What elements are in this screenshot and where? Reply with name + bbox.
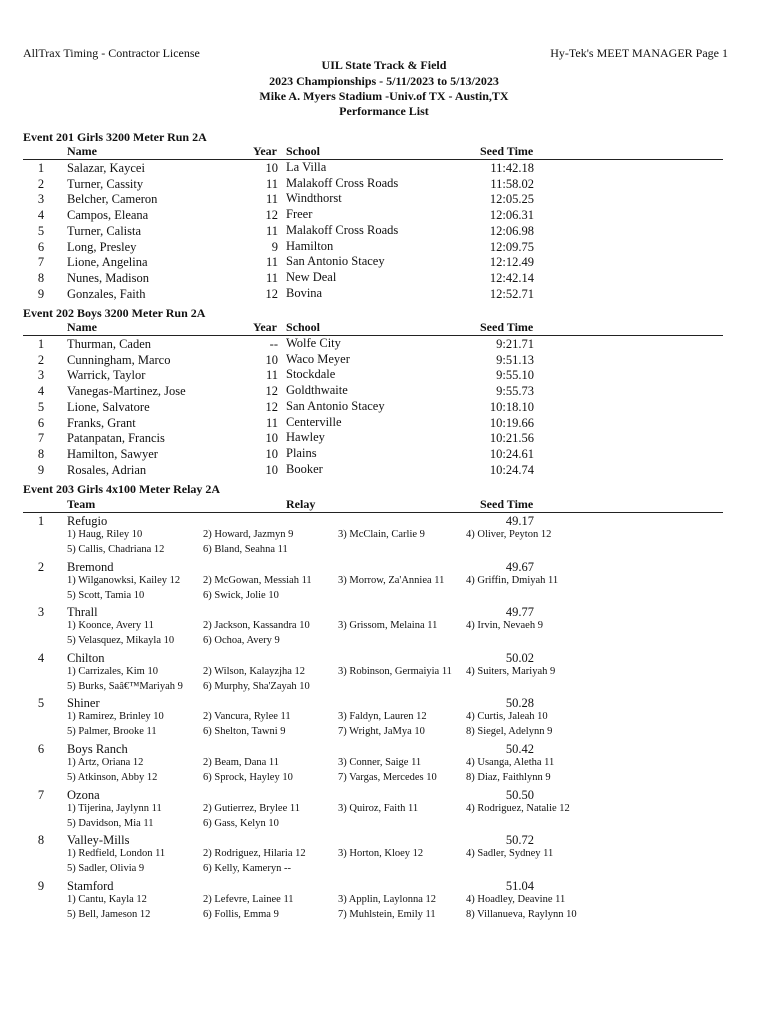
athlete-name: Salazar, Kaycei [67,161,145,175]
athlete-school: Wolfe City [286,336,341,350]
place-number: 5 [37,399,45,414]
col-header-seed: Seed Time [480,320,534,334]
seed-time: 50.50 [505,787,534,802]
athlete-name: Patanpatan, Francis [67,431,165,446]
athlete-name: Warrick, Taylor [67,368,146,383]
athlete-name: Campos, Eleana [67,208,149,223]
athlete-name: Lione, Angelina [67,255,148,270]
athlete-name: Long, Presley [67,239,137,254]
list-title: Performance List [339,104,429,118]
relay-runner: 4) Usanga, Aletha 11 [466,757,555,768]
place-number: 5 [37,696,45,711]
place-number: 3 [37,368,45,383]
relay-runner: 5) Sadler, Olivia 9 [67,863,145,875]
athlete-name: Gonzales, Faith [67,286,146,301]
athlete-name: Turner, Calista [67,223,142,238]
relay-runner: 3) Faldyn, Lauren 12 [338,711,427,723]
relay-runner: 7) Wright, JaMya 10 [338,726,425,738]
athlete-year: 11 [265,368,278,383]
relay-runner: 2) Vancura, Rylee 11 [203,711,291,723]
athlete-name: Thurman, Caden [67,337,152,351]
athlete-school: Booker [286,461,323,476]
place-number: 1 [37,514,45,528]
event-title: Event 201 Girls 3200 Meter Run 2A [23,130,207,144]
col-header-name: Name [67,144,97,158]
athlete-school: Goldthwaite [286,383,348,398]
relay-runner: 3) Quiroz, Faith 11 [338,802,419,814]
athlete-year: 12 [265,384,278,399]
relay-runner: 2) Rodriguez, Hilaria 12 [203,848,306,860]
relay-runner: 4) Griffin, Dmiyah 11 [466,574,559,586]
team-name: Refugio [67,514,108,528]
meet-dates: 2023 Championships - 5/11/2023 to 5/13/2023 [269,74,499,88]
relay-runner: 8) Siegel, Adelynn 9 [466,726,553,738]
relay-runner: 7) Vargas, Mercedes 10 [338,772,437,783]
relay-runner: 1) Ramirez, Brinley 10 [67,711,164,723]
relay-runner: 6) Bland, Seahna 11 [203,544,288,555]
seed-time: 9:55.73 [496,384,534,399]
athlete-school: Centerville [286,414,342,429]
relay-runner: 3) Morrow, Za'Anniea 11 [338,574,445,586]
athlete-school: Bovina [286,285,323,300]
col-header-seed: Seed Time [480,497,534,511]
athlete-school: San Antonio Stacey [286,254,385,269]
seed-time: 10:19.66 [489,415,534,430]
relay-runner: 2) Jackson, Kassandra 10 [203,620,310,632]
relay-runner: 5) Atkinson, Abby 12 [67,772,158,783]
relay-runner: 5) Palmer, Brooke 11 [67,726,157,738]
athlete-school: Hamilton [286,238,334,253]
place-number: 2 [37,176,45,191]
relay-runner: 2) Wilson, Kalayzjha 12 [203,665,306,677]
event-title: Event 202 Boys 3200 Meter Run 2A [23,306,206,320]
athlete-school: Plains [286,445,317,460]
seed-time: 11:42.18 [490,161,534,175]
relay-runner: 4) Curtis, Jaleah 10 [466,711,548,723]
place-number: 8 [37,833,45,848]
relay-runner: 8) Villanueva, Raylynn 10 [466,908,577,920]
seed-time: 12:06.98 [489,223,534,238]
seed-time: 49.17 [505,514,534,528]
relay-runner: 2) McGowan, Messiah 11 [203,574,312,586]
col-header-relay: Relay [286,497,316,511]
athlete-name: Lione, Salvatore [67,399,150,414]
seed-time: 11:58.02 [490,176,534,191]
place-number: 1 [37,337,45,351]
relay-runner: 6) Ochoa, Avery 9 [203,635,280,647]
athlete-name: Franks, Grant [67,415,136,430]
relay-runner: 2) Gutierrez, Brylee 11 [203,802,300,814]
seed-time: 12:06.31 [489,208,534,223]
col-header-year: Year [253,320,277,334]
seed-time: 12:12.49 [489,255,534,270]
place-number: 8 [37,270,45,285]
relay-runner: 6) Gass, Kelyn 10 [203,817,279,829]
team-name: Valley-Mills [67,833,130,848]
athlete-year: 10 [265,462,278,477]
relay-runner: 1) Tijerina, Jaylynn 11 [67,802,162,814]
athlete-school: San Antonio Stacey [286,398,385,413]
athlete-name: Turner, Cassity [67,176,144,191]
seed-time: 51.04 [505,878,534,893]
athlete-year: 12 [265,286,278,301]
athlete-school: New Deal [286,269,337,284]
relay-runner: 6) Shelton, Tawni 9 [203,726,286,738]
relay-runner: 6) Kelly, Kameryn -- [203,863,291,875]
team-name: Thrall [67,605,98,620]
relay-runner: 2) Howard, Jazmyn 9 [203,529,294,540]
athlete-school: Hawley [286,430,325,445]
place-number: 2 [37,352,45,367]
place-number: 3 [37,192,45,207]
place-number: 3 [37,605,45,620]
athlete-year: 11 [265,415,278,430]
seed-time: 12:09.75 [489,239,534,254]
relay-runner: 1) Haug, Riley 10 [67,529,143,540]
athlete-year: 9 [271,239,278,254]
place-number: 5 [37,223,45,238]
place-number: 6 [37,415,45,430]
athlete-school: La Villa [286,160,327,174]
col-header-team: Team [67,497,96,511]
athlete-school: Freer [286,207,313,222]
seed-time: 50.02 [505,650,534,665]
seed-time: 50.28 [505,696,534,711]
place-number: 4 [37,208,45,223]
athlete-school: Windthorst [286,191,342,206]
place-number: 1 [37,161,45,175]
relay-runner: 5) Scott, Tamia 10 [67,589,145,601]
col-header-school: School [286,320,321,334]
athlete-school: Waco Meyer [286,351,350,366]
athlete-year: 10 [265,431,278,446]
relay-runner: 1) Cantu, Kayla 12 [67,893,147,905]
athlete-year: 12 [265,208,278,223]
relay-runner: 3) McClain, Carlie 9 [338,529,425,540]
place-number: 4 [37,384,45,399]
meet-venue: Mike A. Myers Stadium -Univ.of TX - Austin,TX [259,89,509,103]
relay-runner: 6) Follis, Emma 9 [203,908,279,920]
relay-runner: 2) Lefevre, Lainee 11 [203,893,294,905]
place-number: 7 [37,431,45,446]
athlete-year: -- [269,337,278,351]
relay-runner: 4) Hoadley, Deavine 11 [466,893,566,905]
athlete-year: 11 [265,192,278,207]
relay-runner: 3) Horton, Kloey 12 [338,848,424,860]
team-name: Shiner [67,696,100,711]
relay-runner: 1) Redfield, London 11 [67,848,166,860]
header-rule [23,159,723,160]
place-number: 2 [37,559,45,574]
place-number: 7 [37,255,45,270]
relay-runner: 5) Burks, Saâ€™Mariyah 9 [67,680,183,692]
col-header-school: School [286,144,321,158]
relay-runner: 7) Muhlstein, Emily 11 [338,908,436,920]
relay-runner: 6) Sprock, Hayley 10 [203,772,293,783]
athlete-name: Rosales, Adrian [67,462,147,477]
athlete-year: 11 [265,223,278,238]
seed-time: 9:55.10 [496,368,534,383]
athlete-year: 11 [265,270,278,285]
place-number: 9 [37,878,45,893]
team-name: Ozona [67,787,100,802]
place-number: 6 [37,742,45,756]
seed-time: 10:18.10 [489,399,534,414]
relay-runner: 4) Irvin, Nevaeh 9 [466,620,543,632]
event-title: Event 203 Girls 4x100 Meter Relay 2A [23,482,221,496]
seed-time: 50.42 [505,742,534,756]
seed-time: 10:24.61 [489,446,534,461]
relay-runner: 6) Swick, Jolie 10 [203,589,279,601]
relay-runner: 1) Koonce, Avery 11 [67,620,154,632]
place-number: 9 [37,286,45,301]
relay-runner: 5) Velasquez, Mikayla 10 [67,635,175,647]
header-left: AllTrax Timing - Contractor License [23,46,200,60]
col-header-name: Name [67,320,97,334]
relay-runner: 4) Rodriguez, Natalie 12 [466,802,570,814]
athlete-year: 10 [265,352,278,367]
relay-runner: 2) Beam, Dana 11 [203,757,280,768]
team-name: Boys Ranch [67,742,128,756]
relay-runner: 1) Wilganowksi, Kailey 12 [67,574,181,586]
athlete-name: Hamilton, Sawyer [67,446,158,461]
athlete-school: Stockdale [286,367,336,382]
athlete-name: Cunningham, Marco [67,352,171,367]
athlete-year: 12 [265,399,278,414]
place-number: 9 [37,462,45,477]
place-number: 8 [37,446,45,461]
relay-runner: 6) Murphy, Sha'Zayah 10 [203,680,310,692]
relay-runner: 5) Callis, Chadriana 12 [67,544,165,555]
header-rule [23,335,723,336]
seed-time: 10:24.74 [489,462,534,477]
place-number: 6 [37,239,45,254]
relay-runner: 5) Bell, Jameson 12 [67,908,151,920]
meet-title: UIL State Track & Field [321,58,447,72]
seed-time: 9:21.71 [496,337,534,351]
header-rule [23,512,723,513]
athlete-year: 10 [265,161,278,175]
relay-runner: 1) Artz, Oriana 12 [67,757,144,768]
athlete-name: Belcher, Cameron [67,192,158,207]
athlete-school: Malakoff Cross Roads [286,222,399,237]
athlete-year: 11 [265,176,278,191]
col-header-seed: Seed Time [480,144,534,158]
place-number: 4 [37,650,45,665]
seed-time: 12:42.14 [489,270,534,285]
team-name: Stamford [67,878,114,893]
athlete-year: 10 [265,446,278,461]
relay-runner: 3) Robinson, Germaiyia 11 [338,665,452,677]
athlete-name: Nunes, Madison [67,270,149,285]
place-number: 7 [37,787,45,802]
team-name: Bremond [67,559,114,574]
relay-runner: 4) Oliver, Peyton 12 [466,529,552,540]
seed-time: 12:52.71 [489,286,534,301]
seed-time: 9:51.13 [496,352,534,367]
seed-time: 50.72 [505,833,534,848]
relay-runner: 3) Conner, Saige 11 [338,757,422,768]
header-right: Hy-Tek's MEET MANAGER Page 1 [550,46,728,60]
col-header-year: Year [253,144,277,158]
relay-runner: 1) Carrizales, Kim 10 [67,665,158,677]
seed-time: 12:05.25 [489,192,534,207]
relay-runner: 3) Applin, Laylonna 12 [338,893,436,905]
relay-runner: 4) Sadler, Sydney 11 [466,848,554,860]
seed-time: 49.67 [505,559,534,574]
seed-time: 10:21.56 [489,431,534,446]
athlete-name: Vanegas-Martinez, Jose [67,384,186,399]
relay-runner: 5) Davidson, Mia 11 [67,817,154,829]
athlete-school: Malakoff Cross Roads [286,175,399,190]
relay-runner: 8) Diaz, Faithlynn 9 [466,772,551,783]
relay-runner: 3) Grissom, Melaina 11 [338,620,438,632]
relay-runner: 4) Suiters, Mariyah 9 [466,665,556,677]
athlete-year: 11 [265,255,278,270]
seed-time: 49.77 [505,605,534,620]
team-name: Chilton [67,650,105,665]
